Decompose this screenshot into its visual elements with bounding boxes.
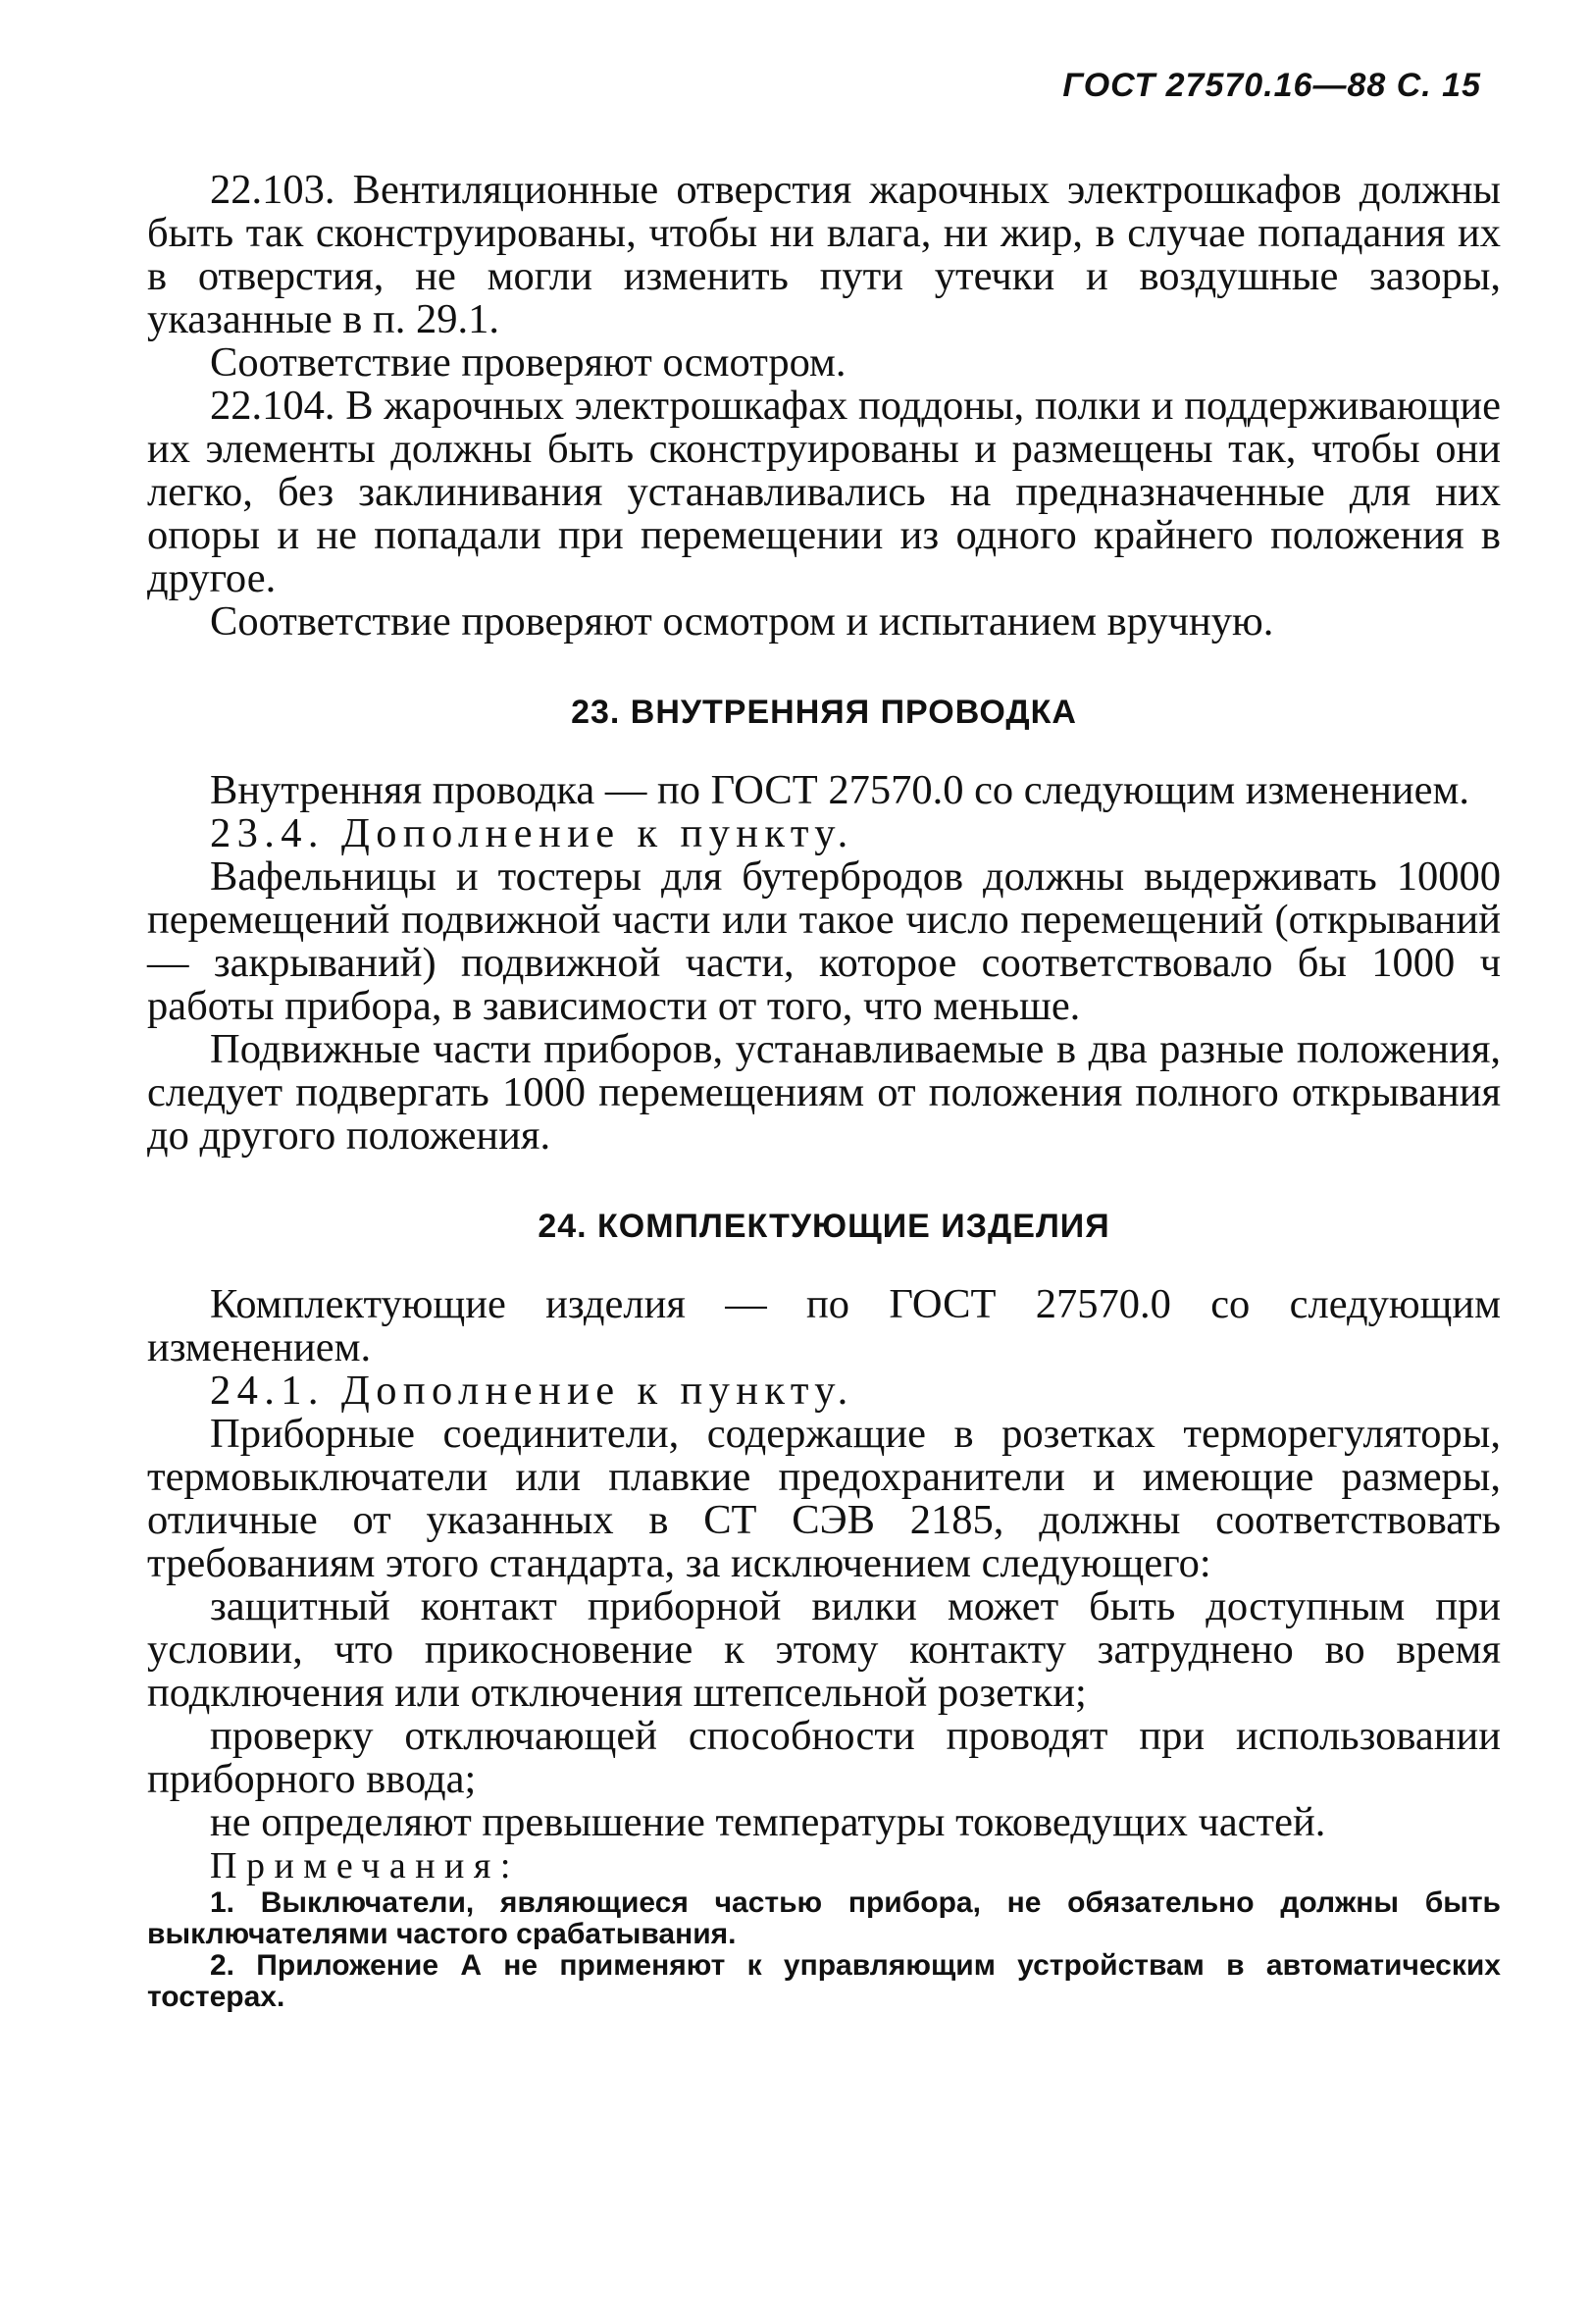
clause-22-103-check: Соответствие проверяют осмотром. (210, 339, 847, 386)
section-23-intro: Внутренняя проводка — по ГОСТ 27570.0 со следующим изменением. (210, 767, 1469, 813)
clause-24-1-item-1: защитный контакт приборной вилки может быть доступным при условии, что прикосновение к этому контакту затруднено во время подключения или отключения штепсельной розетки; (147, 1583, 1501, 1716)
note-1: 1. Выключатели, являющиеся частью прибора, не обязательно должны быть выключателями частого срабатывания. (147, 1886, 1501, 1950)
clause-23-4-text-2: Подвижные части приборов, устанавливаемые в два разные положения, следует подвергать 1000 перемещениям от положения полного открывания до другого положения. (147, 1026, 1501, 1159)
clause-22-104: 22.104. В жарочных электрошкафах поддоны, полки и поддерживающие их элементы должны быть сконструированы и размещены так, чтобы они легко, без заклинивания устанавливались на предназначенные для них опоры и не попадали при перемещении из одного крайнего положения в другое. (147, 383, 1501, 601)
section-24-heading: 24. КОМПЛЕКТУЮЩИЕ ИЗДЕЛИЯ (538, 1208, 1110, 1245)
clause-24-1-item-3: не определяют превышение температуры токоведущих частей. (210, 1799, 1326, 1845)
notes-heading: Примечания: (210, 1845, 520, 1886)
clause-22-104-check: Соответствие проверяют осмотром и испытанием вручную. (210, 598, 1274, 645)
document-page (147, 0, 1501, 2324)
clause-24-1-label: 24.1. Дополнение к пункту. (210, 1368, 854, 1414)
section-23-heading: 23. ВНУТРЕННЯЯ ПРОВОДКА (571, 694, 1077, 731)
running-header: ГОСТ 27570.16—88 С. 15 (1062, 67, 1481, 104)
clause-23-4-text: Вафельницы и тостеры для бутербродов должны выдерживать 10000 перемещений подвижной части или такое число перемещений (открываний — закрываний) подвижной части, которое соответствовало бы 1000 ч работы прибора, в зависимости от того, что меньше. (147, 853, 1501, 1029)
clause-23-4-label: 23.4. Дополнение к пункту. (210, 810, 854, 856)
section-24-intro: Комплектующие изделия — по ГОСТ 27570.0 со следующим изменением. (147, 1281, 1501, 1370)
note-2: 2. Приложение А не применяют к управляющим устройствам в автоматических тостерах. (147, 1949, 1501, 2013)
document-body (147, 169, 1501, 2013)
clause-22-103: 22.103. Вентиляционные отверстия жарочных электрошкафов должны быть так сконструированы, чтобы ни влага, ни жир, в случае попадания их в отверстия, не могли изменить пути утечки и воздушные зазоры, указанные в п. 29.1. (147, 167, 1501, 342)
clause-24-1-item-2: проверку отключающей способности проводят при использовании приборного ввода; (147, 1713, 1501, 1802)
clause-24-1-text: Приборные соединители, содержащие в розетках терморегуляторы, термовыключатели или плавкие предохранители и имеющие размеры, отличные от указанных в СТ СЭВ 2185, должны соответствовать требованиям этого стандарта, за исключением следующего: (147, 1411, 1501, 1586)
